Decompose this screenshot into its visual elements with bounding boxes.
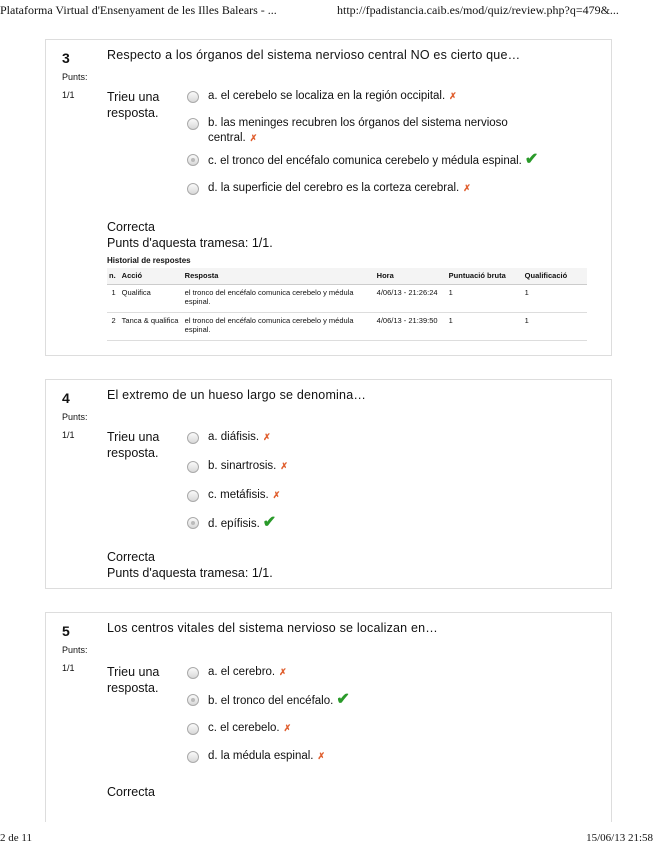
table-cell: Qualifica [120, 284, 183, 312]
radio-button-selected[interactable] [187, 154, 199, 166]
punts-value: 1/1 [62, 663, 75, 673]
status-text: Correcta [107, 785, 155, 799]
page-title: Plataforma Virtual d'Ensenyament de les Illes Balears - ... [0, 3, 277, 17]
submission-points: Punts d'aquesta tramesa: 1/1. [107, 236, 273, 250]
table-cell: el tronco del encéfalo comunica cerebelo y médula espinal. [183, 312, 375, 340]
table-cell: 4/06/13 - 21:26:24 [375, 284, 447, 312]
punts-value: 1/1 [62, 90, 75, 100]
choose-answer-label: Trieu una resposta. [107, 430, 160, 460]
print-datetime: 15/06/13 21:58 [586, 832, 653, 844]
check-mark-icon: ✔ [262, 514, 277, 531]
radio-button[interactable] [187, 751, 199, 763]
column-header: Acció [120, 268, 183, 284]
radio-button[interactable] [187, 490, 199, 502]
question-number: 5 [62, 623, 70, 639]
answer-label: a. diáfisis. [208, 431, 260, 443]
radio-button[interactable] [187, 118, 199, 130]
column-header: Qualificació [523, 268, 587, 284]
cross-mark-icon: ✗ [463, 183, 471, 193]
question-text: Los centros vitales del sistema nervioso se localizan en… [107, 621, 438, 635]
history-title: Historial de respostes [107, 256, 191, 265]
cross-mark-icon: ✗ [249, 133, 258, 143]
column-header: n. [107, 268, 120, 284]
radio-button[interactable] [187, 91, 199, 103]
cross-mark-icon: ✗ [449, 91, 457, 101]
answer-label: d. epífisis. [208, 518, 260, 530]
check-mark-icon: ✔ [336, 691, 350, 708]
table-row [107, 284, 587, 312]
punts-value: 1/1 [62, 430, 75, 440]
punts-label: Punts: [62, 72, 88, 82]
answer-label: b. las meninges recubren los órganos del sistema nervioso central. [208, 117, 508, 144]
question-5 [45, 612, 612, 822]
page-url: http://fpadistancia.caib.es/mod/quiz/review.php?q=479&... [337, 3, 619, 17]
table-cell: el tronco del encéfalo comunica cerebelo y médula espinal. [183, 284, 375, 312]
cross-mark-icon: ✗ [272, 490, 281, 500]
question-number: 3 [62, 50, 70, 66]
radio-button[interactable] [187, 667, 199, 679]
cross-mark-icon: ✗ [317, 751, 326, 761]
column-header: Hora [375, 268, 447, 284]
radio-button-selected[interactable] [187, 517, 199, 529]
column-header: Puntuació bruta [447, 268, 523, 284]
page-number: 2 de 11 [0, 832, 32, 844]
choose-answer-label: Trieu una resposta. [107, 90, 160, 120]
table-cell: 4/06/13 - 21:39:50 [375, 312, 447, 340]
answer-label: c. metáfisis. [208, 489, 269, 501]
table-cell: 1 [447, 312, 523, 340]
answer-label: b. el tronco del encéfalo. [208, 695, 334, 707]
history-header-row [107, 268, 587, 284]
answer-label: c. el tronco del encéfalo comunica cerebelo y médula espinal. [208, 155, 522, 167]
print-header [0, 0, 655, 22]
table-cell: 1 [447, 284, 523, 312]
punts-label: Punts: [62, 645, 88, 655]
table-cell: 1 [523, 312, 587, 340]
question-number: 4 [62, 390, 70, 406]
cross-mark-icon: ✗ [263, 432, 271, 442]
answer-label: a. el cerebro. [208, 666, 276, 678]
column-header: Resposta [183, 268, 375, 284]
cross-mark-icon: ✗ [280, 461, 288, 471]
punts-label: Punts: [62, 412, 88, 422]
answer-label: d. la médula espinal. [208, 750, 314, 762]
radio-button[interactable] [187, 183, 199, 195]
radio-button-selected[interactable] [187, 694, 199, 706]
answer-label: c. el cerebelo. [208, 722, 280, 734]
radio-button[interactable] [187, 432, 199, 444]
history-table [107, 268, 587, 341]
check-mark-icon: ✔ [524, 151, 539, 168]
answer-label: b. sinartrosis. [208, 460, 277, 472]
status-text: Correcta [107, 550, 155, 564]
answer-label: a. el cerebelo se localiza en la región occipital. [208, 90, 446, 102]
question-3 [45, 39, 612, 356]
print-footer [0, 832, 655, 848]
table-row [107, 312, 587, 340]
submission-points: Punts d'aquesta tramesa: 1/1. [107, 566, 273, 580]
radio-button[interactable] [187, 461, 199, 473]
question-text: Respecto a los órganos del sistema nervioso central NO es cierto que… [107, 48, 521, 62]
answer-label: d. la superficie del cerebro es la corteza cerebral. [208, 182, 460, 194]
table-cell: 1 [107, 284, 120, 312]
table-cell: 1 [523, 284, 587, 312]
status-text: Correcta [107, 220, 155, 234]
question-text: El extremo de un hueso largo se denomina… [107, 388, 367, 402]
cross-mark-icon: ✗ [283, 723, 292, 733]
table-cell: Tanca & qualifica [120, 312, 183, 340]
choose-answer-label: Trieu una resposta. [107, 665, 160, 695]
cross-mark-icon: ✗ [279, 667, 287, 677]
question-4 [45, 379, 612, 589]
table-cell: 2 [107, 312, 120, 340]
radio-button[interactable] [187, 723, 199, 735]
